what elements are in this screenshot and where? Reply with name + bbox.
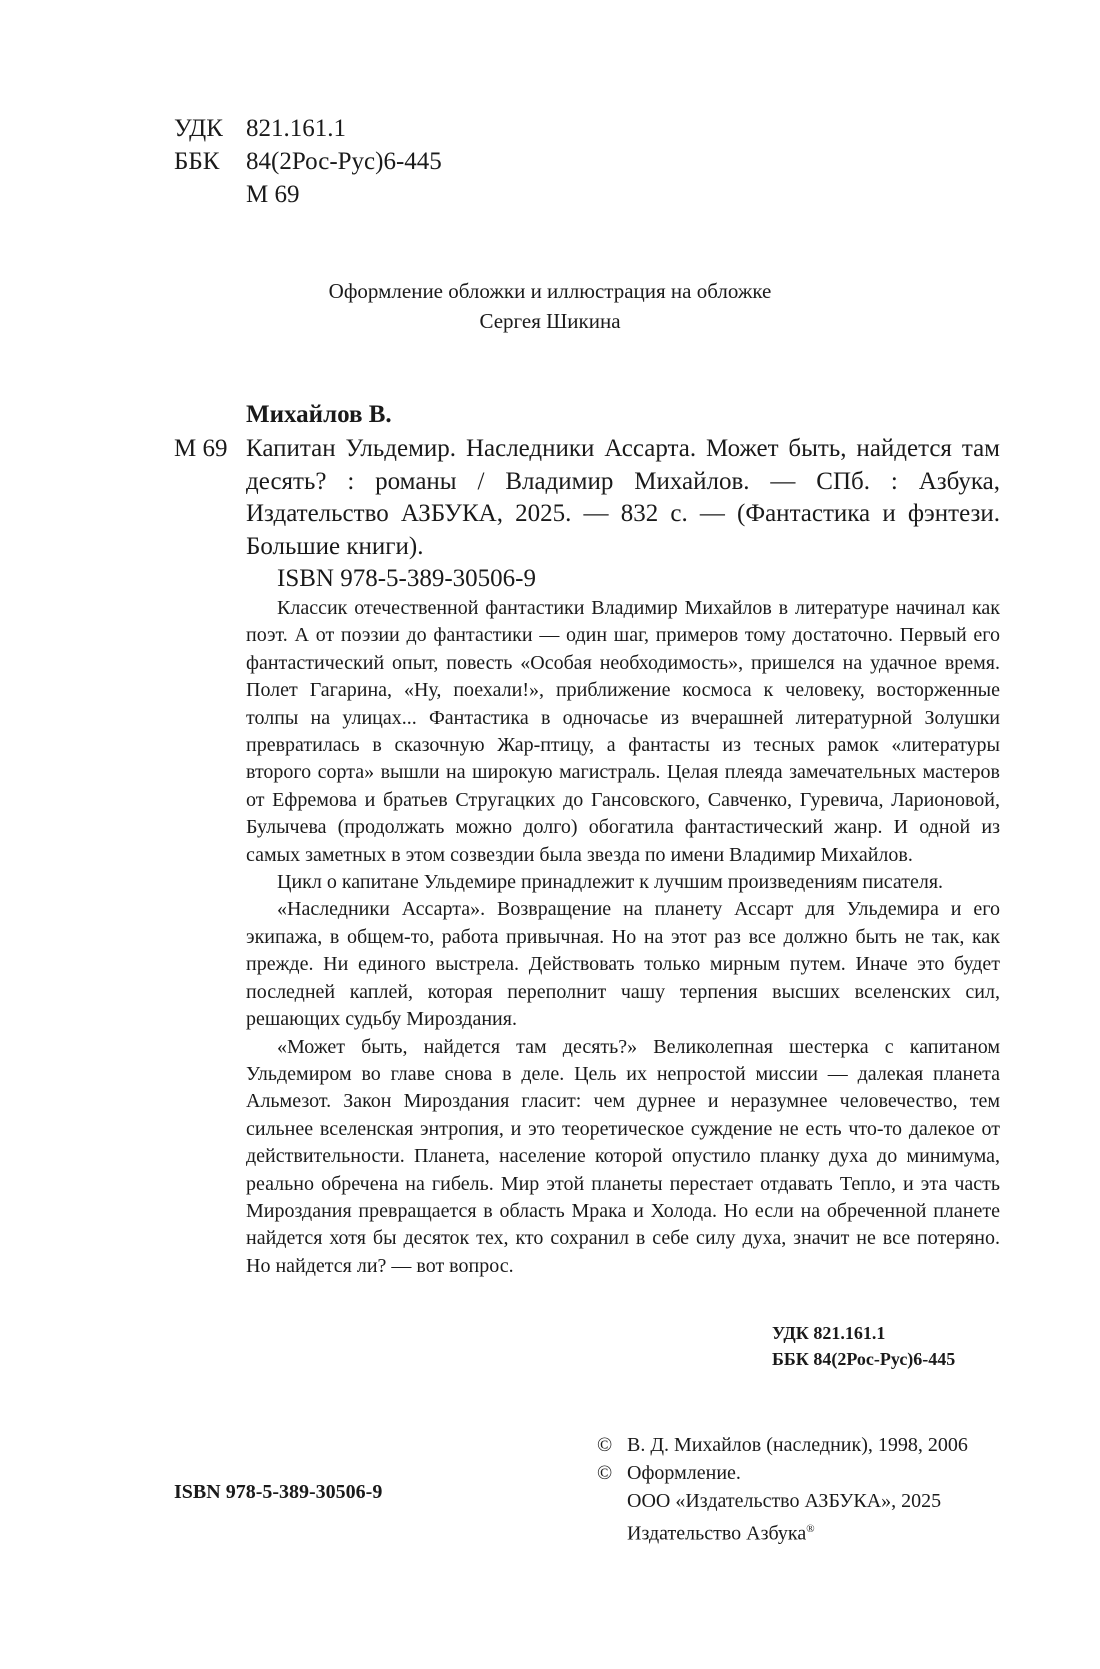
design-credit xyxy=(0,276,1100,336)
bbk-row xyxy=(174,145,442,178)
bib-author-sign: М 69 xyxy=(174,435,228,462)
udk-value: 821.161.1 xyxy=(246,115,346,142)
registered-mark: ® xyxy=(806,1523,815,1535)
isbn-bottom: ISBN 978-5-389-30506-9 xyxy=(174,1481,383,1503)
udk-row xyxy=(174,112,442,145)
design-credit-line2: Сергея Шикина xyxy=(479,309,621,333)
copyright-row-2 xyxy=(597,1459,968,1487)
annotation-paragraph-2: Цикл о капитане Ульдемире принадлежит к лучшим произведениям писателя. xyxy=(277,871,944,894)
copyright-line-4: Издательство Азбука xyxy=(627,1522,807,1545)
bbk-value: 84(2Рос-Рус)6-445 xyxy=(246,148,442,175)
copyright-block xyxy=(597,1431,968,1548)
udk-right-line: УДК 821.161.1 xyxy=(772,1323,886,1343)
bbk-label: ББК xyxy=(174,148,220,175)
copyright-line-3: ООО «Издательство АЗБУКА», 2025 xyxy=(627,1490,942,1512)
author-sign: М 69 xyxy=(246,181,300,208)
copyright-line-1: В. Д. Михайлов (наследник), 1998, 2006 xyxy=(627,1434,968,1456)
author-sign-row xyxy=(174,178,442,211)
copyright-symbol: © xyxy=(597,1462,613,1484)
classification-right xyxy=(772,1320,955,1372)
annotation-paragraph-4: «Может быть, найдется там десять?» Великолепная шестерка с капитаном Ульдемиром во главе снова в деле. Цель их непростой миссии — далекая планета Альмезот. Закон Мироздания гласит: чем дурнее и неразумнее человечество, тем сильнее вселенская энтропия, и это теоретическое суждение не есть что-то далекое от действительности. Планета, население которой опустило планку духа до минимума, реально обречена на гибель. Мир этой планеты перестает отдавать Тепло, и эта часть Мироздания превращается в область Мрака и Холода. Но если на обреченной планете найдется хотя бы десяток тех, кто сохранил в себе силу духа, значит не все потеряно. Но найдется ли? — вот вопрос. xyxy=(246,1035,1000,1277)
design-credit-line1: Оформление обложки и иллюстрация на обложке xyxy=(328,279,772,303)
annotation xyxy=(246,595,1000,1280)
copyright-row-4 xyxy=(597,1515,968,1548)
classification-block xyxy=(174,112,442,211)
udk-label: УДК xyxy=(174,115,223,142)
copyright-line-2: Оформление. xyxy=(627,1462,741,1484)
copyright-symbol: © xyxy=(597,1434,613,1456)
isbn-top: ISBN 978-5-389-30506-9 xyxy=(277,565,537,592)
bib-author: Михайлов В. xyxy=(246,401,392,428)
annotation-paragraph-3: «Наследники Ассарта». Возвращение на планету Ассарт для Ульдемира и его экипажа, в общем-то, работа привычная. Но на этот раз все должно быть не так, как прежде. Ни единого выстрела. Действовать только мирным путем. Иначе это будет последней каплей, которая переполнит чашу терпения высших вселенских сил, решающих судьбу Мироздания. xyxy=(246,898,1000,1031)
bibliographic-entry xyxy=(174,433,1000,563)
copyright-row-1 xyxy=(597,1431,968,1459)
bbk-right-line: ББК 84(2Рос-Рус)6-445 xyxy=(772,1349,956,1369)
annotation-paragraph-1: Классик отечественной фантастики Владимир Михайлов в литературе начинал как поэт. А от поэзии до фантастики — один шаг, примеров тому достаточно. Первый его фантастический опыт, повесть «Особая необходимость», пришелся на удачное время. Полет Гагарина, «Ну, поехали!», приближение космоса к человеку, восторженные толпы на улицах... Фантастика в одночасье из вчерашней литературной Золушки превратилась в сказочную Жар-птицу, а фантасты из тесных рамок «литературы второго сорта» вышли на широкую магистраль. Целая плеяда замечательных мастеров от Ефремова и братьев Стругацких до Гансовского, Савченко, Гуревича, Ларионовой, Булычева (продолжать можно долго) обогатила фантастический жанр. И одной из самых заметных в этом созвездии была звезда по имени Владимир Михайлов. xyxy=(246,597,1000,866)
bib-description: Капитан Ульдемир. Наследники Ассарта. Может быть, найдется там десять? : романы / Владимир Михайлов. — СПб. : Азбука, Издательство АЗБУКА, 2025. — 832 с. — (Фантастика и фэнтези. Большие книги). xyxy=(246,435,1000,560)
